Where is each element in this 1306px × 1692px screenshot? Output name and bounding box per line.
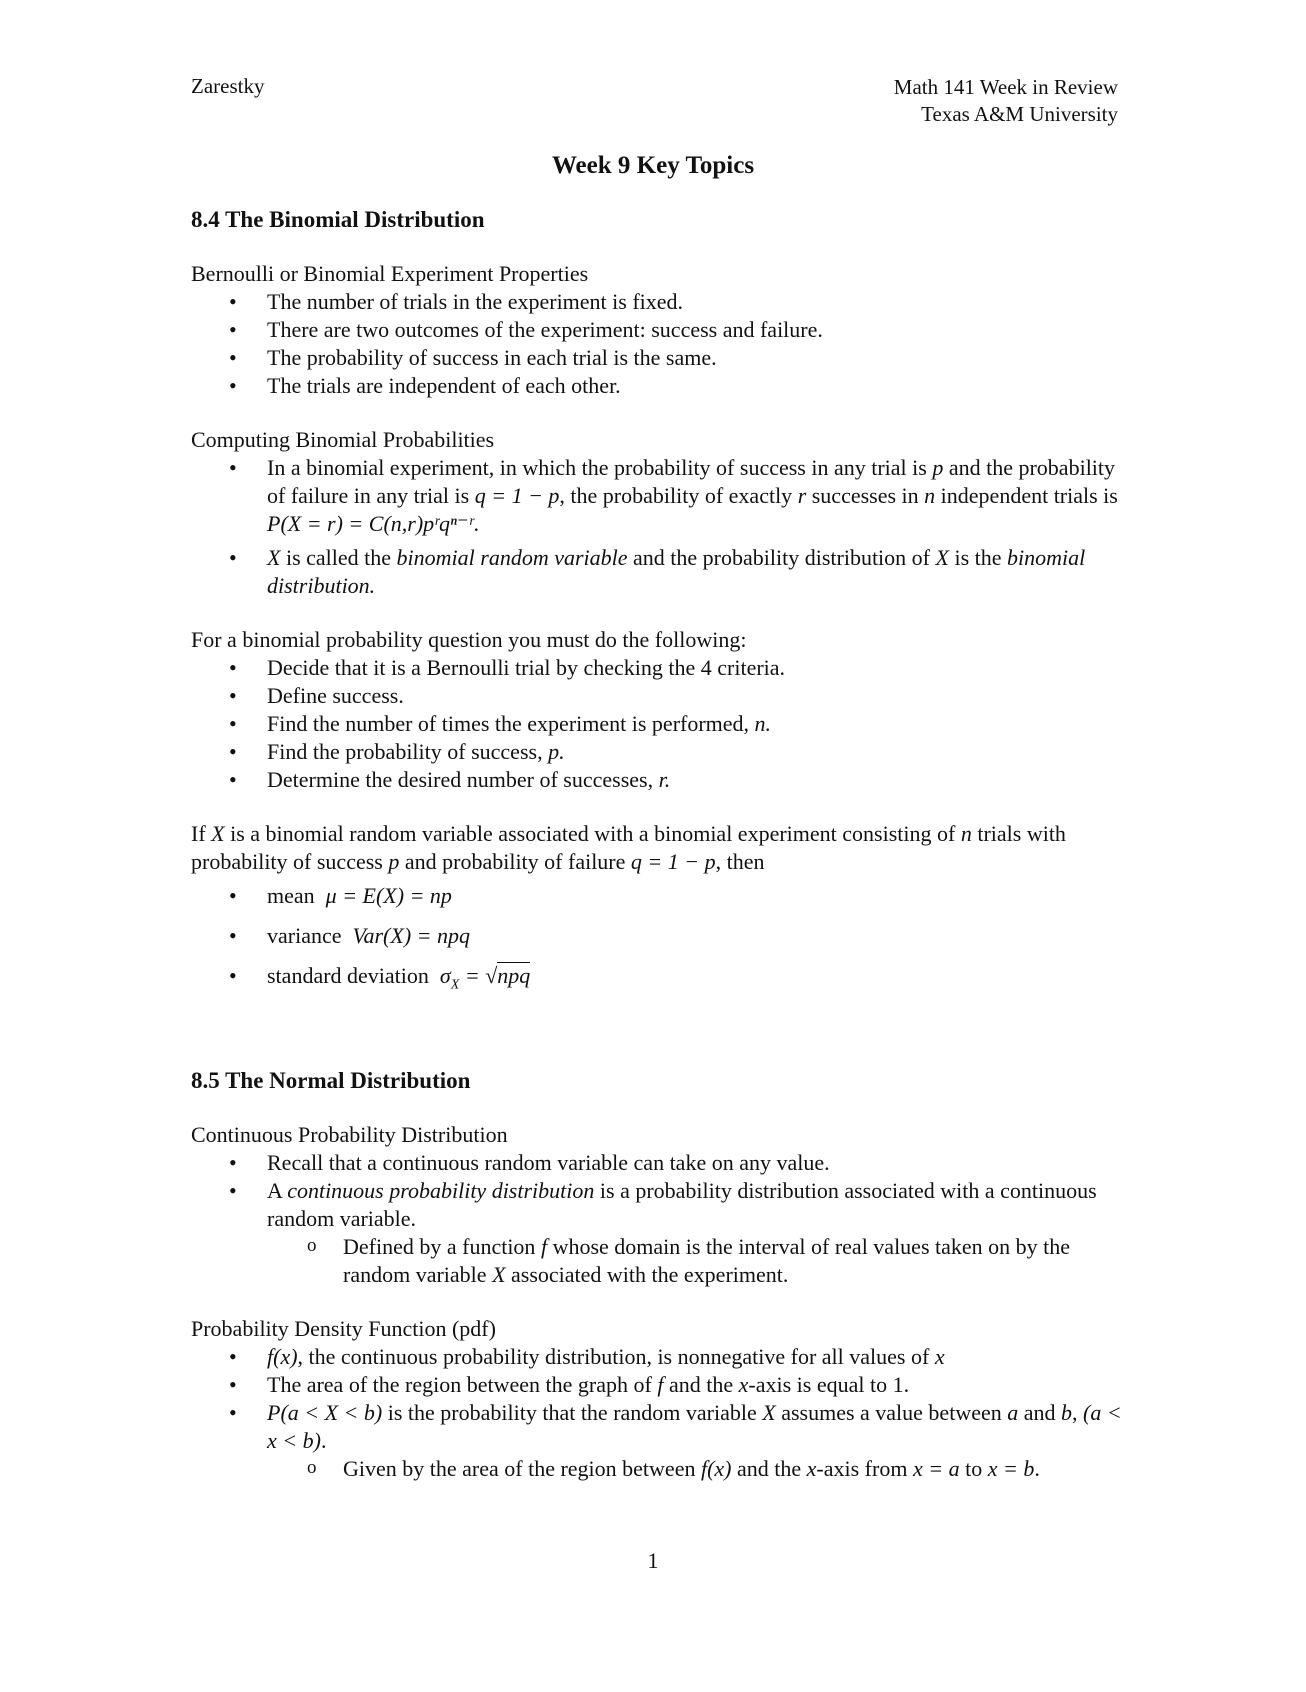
- list-item-variance: • variance Var(X) = npq: [267, 916, 1131, 956]
- binomial-formula: P(X = r) = C(n,r)pʳqⁿ⁻ʳ: [267, 511, 474, 536]
- list-item: • The area of the region between the graph of f and the x-axis is equal to 1.: [267, 1371, 1131, 1399]
- section-heading-binomial: 8.4 The Binomial Distribution: [191, 207, 485, 232]
- list-item: • The probability of success in each trial is the same.: [267, 344, 1131, 372]
- list-item: • P(a < X < b) is the probability that the random variable X assumes a value between a and b, (a < x < b). o Given by the area of the region between f(x) and the x-axis from x = a to x = b.: [267, 1399, 1131, 1483]
- list-item: • Recall that a continuous random variable can take on any value.: [267, 1149, 1131, 1177]
- list-item: • A continuous probability distribution is a probability distribution associated with a continuous random variable. o Defined by a function f whose domain is the interval of real values taken on by the random variable X associated with the experiment.: [267, 1177, 1131, 1289]
- variance-formula: Var(X) = npq: [352, 923, 470, 948]
- document-body: [191, 206, 1131, 1483]
- subheading-steps: For a binomial probability question you must do the following:: [191, 627, 747, 652]
- pdf-list: [191, 1343, 1131, 1483]
- steps-list: [191, 654, 1131, 794]
- course-name: Math 141 Week in Review: [893, 75, 1118, 99]
- properties-list: [191, 288, 1131, 400]
- list-item: • Find the number of times the experiment is performed, n.: [267, 710, 1131, 738]
- sd-formula: $\sigma_X = √npq$: [439, 963, 531, 993]
- paragraph-if-x: If X is a binomial random variable associated with a binomial experiment consisting of n trials with probability of success p and probability of failure q = 1 − p, then: [191, 821, 1066, 874]
- sublist-item: o Given by the area of the region between f(x) and the x-axis from x = a to x = b.: [343, 1455, 1131, 1483]
- list-item: • f(x), the continuous probability distribution, is nonnegative for all values of x: [267, 1343, 1131, 1371]
- continuous-list: [191, 1149, 1131, 1289]
- list-item-sd: • standard deviation $\sigma_X = √npq$: [267, 956, 1131, 1005]
- header-right: [894, 74, 1118, 128]
- school-name: Texas A&M University: [921, 102, 1118, 126]
- list-item: • Find the probability of success, p.: [267, 738, 1131, 766]
- sublist-item: o Defined by a function f whose domain is the interval of real values taken on by the random variable X associated with the experiment.: [343, 1233, 1131, 1289]
- list-item: • The trials are independent of each other.: [267, 372, 1131, 400]
- list-item-mean: • mean μ = E(X) = np: [267, 876, 1131, 916]
- subheading-properties: Bernoulli or Binomial Experiment Properties: [191, 261, 589, 286]
- subheading-pdf: Probability Density Function (pdf): [191, 1316, 496, 1342]
- section-heading-normal: 8.5 The Normal Distribution: [191, 1068, 471, 1094]
- author-name: Zarestky: [191, 74, 265, 98]
- list-item: • The number of trials in the experiment is fixed.: [267, 288, 1131, 316]
- list-item: • There are two outcomes of the experiment: success and failure.: [267, 316, 1131, 344]
- continuous-sublist: [267, 1233, 1131, 1289]
- pdf-sublist: [267, 1455, 1131, 1483]
- mean-formula: μ = E(X) = np: [325, 883, 452, 908]
- moments-list: [191, 876, 1131, 1005]
- page-title: Week 9 Key Topics: [551, 152, 755, 179]
- subheading-computing: Computing Binomial Probabilities: [191, 427, 495, 452]
- computing-list: [191, 454, 1131, 600]
- list-item: • Determine the desired number of successes, r.: [267, 766, 1131, 794]
- list-item: • X is called the binomial random variable and the probability distribution of X is the binomial distribution.: [267, 544, 1131, 600]
- page-number: 1: [647, 1548, 659, 1573]
- list-item: • Decide that it is a Bernoulli trial by checking the 4 criteria.: [267, 654, 1131, 682]
- list-item: • Define success.: [267, 682, 1131, 710]
- subheading-continuous: Continuous Probability Distribution: [191, 1122, 508, 1148]
- list-item: • In a binomial experiment, in which the probability of success in any trial is p and the probability of failure in any trial is q = 1 − p, the probability of exactly r successes in n independent trials is P(X = r) = C(n,r)pʳqⁿ⁻ʳ.: [267, 454, 1131, 538]
